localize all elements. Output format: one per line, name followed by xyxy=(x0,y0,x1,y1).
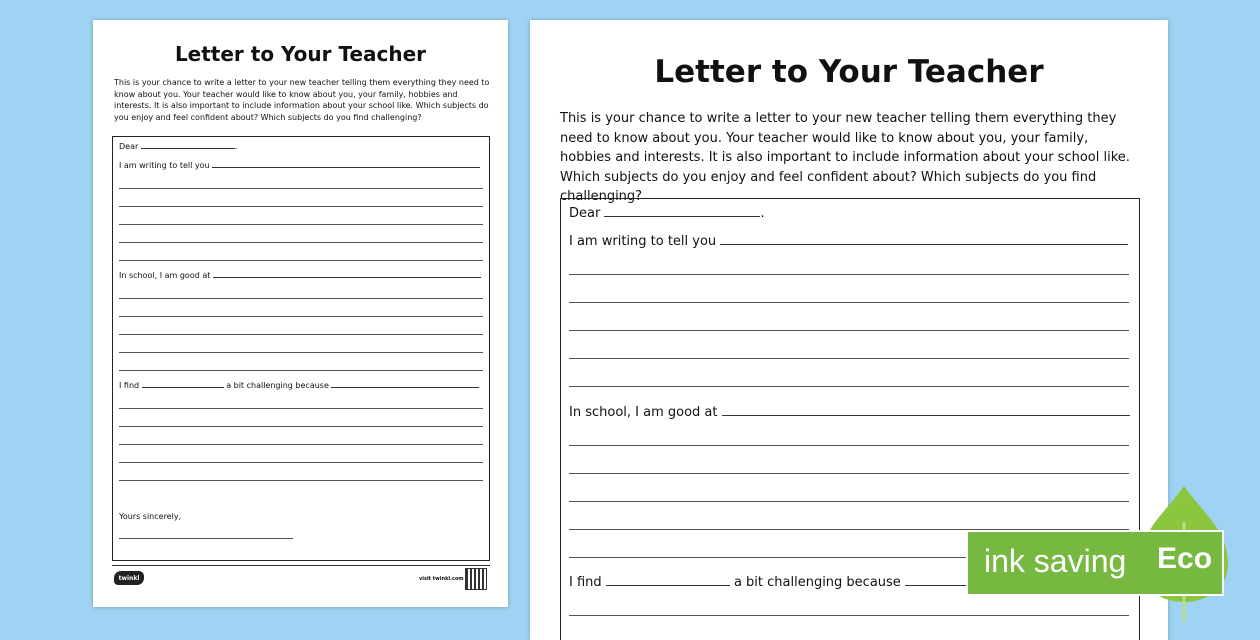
find-middle: a bit challenging because xyxy=(733,575,901,590)
visit-link: visit twinkl.com xyxy=(419,576,464,582)
dear-name-blank[interactable] xyxy=(604,216,760,217)
dear-name-blank[interactable] xyxy=(141,148,235,149)
writing-row xyxy=(569,234,1139,249)
qr-code-icon xyxy=(465,568,487,590)
writing-line[interactable] xyxy=(119,224,483,225)
dear-punct: . xyxy=(234,142,238,151)
reason-blank[interactable] xyxy=(331,387,479,388)
challenge-row xyxy=(119,381,489,390)
ink-saving-label: ink saving xyxy=(984,543,1127,579)
find-prefix: I find xyxy=(569,575,602,590)
subject-blank[interactable] xyxy=(142,387,224,388)
school-line[interactable] xyxy=(119,334,483,335)
school-line[interactable] xyxy=(119,298,483,299)
find-middle: a bit challenging because xyxy=(226,381,329,390)
writing-blank[interactable] xyxy=(720,244,1128,245)
writing-prompt: I am writing to tell you xyxy=(119,161,210,170)
dear-row xyxy=(119,142,489,151)
challenge-line[interactable] xyxy=(119,444,483,445)
school-blank[interactable] xyxy=(213,277,481,278)
dear-row xyxy=(569,206,1139,221)
footer-divider xyxy=(112,565,490,566)
school-row xyxy=(119,271,489,280)
writing-blank[interactable] xyxy=(212,167,480,168)
school-row xyxy=(569,405,1139,420)
writing-line[interactable] xyxy=(569,386,1129,387)
writing-line[interactable] xyxy=(119,242,483,243)
school-line[interactable] xyxy=(119,316,483,317)
challenge-line[interactable] xyxy=(119,480,483,481)
writing-line[interactable] xyxy=(569,274,1129,275)
school-line[interactable] xyxy=(569,445,1129,446)
worksheet-intro: This is your chance to write a letter to your new teacher telling them everything they need to know about you. Your teacher would like to know about you, your family, hobbies and interests. It is also important to include information about your school like. Which subjects do you enjoy and feel confident about? Which subjects do you find challenging? xyxy=(114,78,490,122)
writing-line[interactable] xyxy=(119,206,483,207)
worksheet-page-left xyxy=(93,20,508,607)
twinkl-logo: twinkl xyxy=(114,571,144,585)
find-prefix: I find xyxy=(119,381,140,390)
eco-label: Eco xyxy=(1157,542,1213,575)
subject-blank[interactable] xyxy=(606,585,730,586)
writing-line[interactable] xyxy=(569,330,1129,331)
worksheet-title: Letter to Your Teacher xyxy=(174,42,427,66)
challenge-line[interactable] xyxy=(119,462,483,463)
letter-box xyxy=(112,136,490,561)
writing-row xyxy=(119,161,489,170)
school-prompt: In school, I am good at xyxy=(569,405,718,420)
dear-label: Dear xyxy=(569,206,601,221)
school-line[interactable] xyxy=(119,352,483,353)
signature-line[interactable] xyxy=(119,538,293,539)
closing-text: Yours sincerely, xyxy=(119,512,182,521)
dear-punct: . xyxy=(760,206,765,221)
school-blank[interactable] xyxy=(722,415,1130,416)
writing-line[interactable] xyxy=(119,188,483,189)
school-line[interactable] xyxy=(569,473,1129,474)
dear-label: Dear xyxy=(119,142,139,151)
writing-line[interactable] xyxy=(119,260,483,261)
worksheet-intro: This is your chance to write a letter to your new teacher telling them everything they need to know about you. Your teacher would like to know about you, your family, hobbies and interests. It is also important to include information about your school like. Which subjects do you enjoy and feel confident about? Which subjects do you find challenging? xyxy=(560,111,1130,204)
challenge-line[interactable] xyxy=(119,408,483,409)
worksheet-title: Letter to Your Teacher xyxy=(654,54,1044,90)
writing-prompt: I am writing to tell you xyxy=(569,234,717,249)
school-prompt: In school, I am good at xyxy=(119,271,211,280)
school-line[interactable] xyxy=(119,370,483,371)
writing-line[interactable] xyxy=(569,302,1129,303)
challenge-line[interactable] xyxy=(119,426,483,427)
writing-line[interactable] xyxy=(569,358,1129,359)
